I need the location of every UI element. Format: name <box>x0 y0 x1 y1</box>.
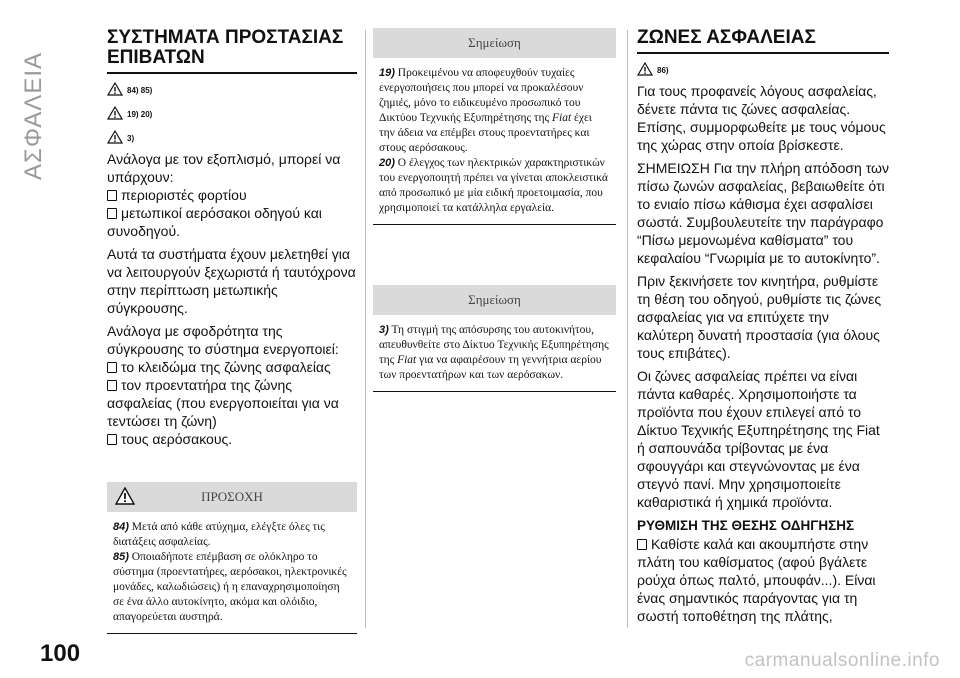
warning-ref-1 <box>107 80 357 96</box>
bullet-continuation: πλάτη του καθίσματος (αφού βγάλετε ρούχα όπως παλτό, μπουφάν...). Είναι ένας σημαντικός παράγοντας για τη σωστή τοποθέτηση της πλάτης, <box>637 554 876 624</box>
note-panel-2 <box>373 285 616 392</box>
column-divider-left <box>365 30 366 628</box>
note-text: Οποιαδήποτε επέμβαση σε ολόκληρο το σύστημα (προεντατήρες, αερόσακοι, ηλεκτρονικές μονάδες, καλωδιώσεις) ή η επαναχρησιμοποίηση σε ένα άλλο αυτοκίνητο, ακόμα και ολόιδιο, απαγορεύεται αυστηρά. <box>113 551 347 623</box>
caution-body <box>107 512 357 634</box>
checkbox-bullet-icon <box>107 208 117 219</box>
warning-triangle-icon <box>107 82 123 96</box>
section-title-occupant-protection <box>107 28 357 74</box>
warning-ref-2 <box>107 104 357 120</box>
middle-column <box>373 28 616 392</box>
checkbox-bullet-icon <box>637 539 647 550</box>
note-text: Προκειμένου να αποφευχθούν τυχαίες ενεργοποιήσεις που μπορεί να προκαλέσουν ζημιές, μόνο το ειδικευμένο προσωπικό του Δικτύου Τεχνικής Εξυπηρέτησης της <box>379 67 584 124</box>
checkbox-bullet-icon <box>107 380 117 391</box>
warning-ref-number: 86) <box>657 66 669 75</box>
warning-ref-number: 84) 85) <box>127 86 153 95</box>
seatbelt-adjust-paragraph: Πριν ξεκινήσετε τον κινητήρα, ρυθμίστε τη θέση του οδηγού, ρυθμίστε τις ζώνες ασφαλείας για να επιτύχετε την καλύτερη δυνατή προστασία (για όλους τους επιβάτες). <box>637 273 882 361</box>
column-divider-right <box>627 30 628 628</box>
note-text: Τη στιγμή της απόσυρσης του αυτοκινήτου, απευθυνθείτε στο Δίκτυο Τεχνικής Εξυπηρέτησης της <box>379 324 609 366</box>
systems-paragraph: Αυτά τα συστήματα έχουν μελετηθεί για να λειτουργούν ξεχωριστά ή ταυτόχρονα στην περίπτωση μετωπικής σύγκρουσης. <box>107 246 356 316</box>
bullet-continuation: ασφαλείας (που ενεργοποιείται για να τεντώσει τη ζώνη) <box>107 395 339 429</box>
note-text: έχει την άδεια να επέμβει στους προεντατήρες και στους αερόσακους. <box>379 112 592 154</box>
bullet-item: Καθίστε καλά και ακουμπήστε στην <box>637 535 889 553</box>
bullet-item: το κλειδώμα της ζώνης ασφαλείας <box>107 358 357 376</box>
note-label: Σημείωση <box>468 292 521 307</box>
right-column <box>637 28 889 625</box>
caution-notice <box>107 482 357 634</box>
warning-triangle-icon <box>107 130 123 144</box>
checkbox-bullet-icon <box>107 190 117 201</box>
chapter-side-label-text: ΑΣΦΑΛΕΙΑ <box>20 51 47 180</box>
note-header <box>373 285 616 315</box>
title-line-2: ΕΠΙΒΑΤΩΝ <box>107 47 205 68</box>
title-line-1: ΣΥΣΤΗΜΑΤΑ ΠΡΟΣΤΑΣΙΑΣ <box>107 27 344 48</box>
brand-name: Fiat <box>397 354 417 366</box>
warning-ref-number: 3) <box>127 134 135 143</box>
warning-triangle-icon <box>107 106 123 120</box>
note-header <box>373 28 616 58</box>
bullet-item: τους αερόσακους. <box>107 430 357 448</box>
note-number: 19) <box>379 67 395 79</box>
checkbox-bullet-icon <box>107 362 117 373</box>
bullet-continuation: συνοδηγού. <box>107 223 180 239</box>
caution-header <box>107 482 357 512</box>
page-number: 100 <box>40 640 81 667</box>
seatbelt-cleaning-paragraph: Οι ζώνες ασφαλείας πρέπει να είναι πάντα καθαρές. Χρησιμοποιήστε τα προϊόντα που έχουν επιλεγεί από το Δίκτυο Τεχνικής Εξυπηρέτησης της Fiat ή σαπουνάδα τρίβοντας με ένα σφουγγάρι και στεγνώνοντας με ένα στεγνό πανί. Μην χρησιμοποιείτε καθαριστικά ή χημικά προϊόντα. <box>637 368 880 510</box>
note-body <box>373 58 616 225</box>
checkbox-bullet-icon <box>107 434 117 445</box>
warning-triangle-icon <box>637 62 653 76</box>
caution-label: ΠΡΟΣΟΧΗ <box>201 489 263 504</box>
bullet-item: τον προεντατήρα της ζώνης <box>107 376 357 394</box>
section-title-seat-belts: ΖΩΝΕΣ ΑΣΦΑΛΕΙΑΣ <box>637 28 889 54</box>
note-text: Μετά από κάθε ατύχημα, ελέγξτε όλες τις διατάξεις ασφαλείας. <box>113 521 325 548</box>
note-text: για να αφαιρέσουν τη γεννήτρια αερίου των προεντατήρων και των αερόσακων. <box>379 354 602 381</box>
note-number: 20) <box>379 157 395 169</box>
seatbelt-note-paragraph: ΣΗΜΕΙΩΣΗ Για την πλήρη απόδοση των πίσω ζωνών ασφαλείας, βεβαιωθείτε ότι το ενιαίο πίσω κάθισμα έχει ασφαλίσει σωστά. Συμβουλευτείτε την παράγραφο “Πίσω μεμονωμένα καθίσματα” του κεφαλαίου “Γνωριμία με το αυτοκίνητο”. <box>637 160 889 266</box>
note-body <box>373 315 616 392</box>
seatbelt-intro-paragraph: Για τους προφανείς λόγους ασφαλείας, δένετε πάντα τις ζώνες ασφαλείας. Επίσης, συμμορφωθείτε με τους νόμους της χώρας στην οποία βρίσκεστε. <box>637 83 886 153</box>
watermark: carmanualsonline.info <box>744 650 940 671</box>
left-column <box>107 28 357 634</box>
note-number: 3) <box>379 324 389 336</box>
bullet-item: περιοριστές φορτίου <box>107 186 357 204</box>
brand-name: Fiat <box>551 112 572 124</box>
note-text: Ο έλεγχος των ηλεκτρικών χαρακτηριστικών του ενεργοποιητή πρέπει να γίνεται αποκλειστικά από προσωπικό με μία ειδική προετοιμασία, που χρησιμοποιεί τα κατάλληλα εργαλεία. <box>379 157 608 214</box>
warning-ref-seatbelts <box>637 60 889 76</box>
driving-position-subheading: ΡΥΘΜΙΣΗ ΤΗΣ ΘΕΣΗΣ ΟΔΗΓΗΣΗΣ <box>637 518 855 533</box>
note-panel-1 <box>373 28 616 225</box>
warning-triangle-icon <box>115 487 135 505</box>
bullet-item: μετωπικοί αερόσακοι οδηγού και <box>107 204 357 222</box>
severity-paragraph: Ανάλογα με σφοδρότητα της σύγκρουσης το σύστημα ενεργοποιεί: <box>107 323 339 357</box>
chapter-side-label <box>18 20 58 180</box>
note-label: Σημείωση <box>468 35 521 50</box>
warning-ref-number: 19) 20) <box>127 110 153 119</box>
note-number: 85) <box>113 551 129 563</box>
intro-paragraph: Ανάλογα με τον εξοπλισμό, μπορεί να υπάρχουν: <box>107 151 341 185</box>
warning-ref-3 <box>107 128 357 144</box>
note-number: 84) <box>113 521 129 533</box>
